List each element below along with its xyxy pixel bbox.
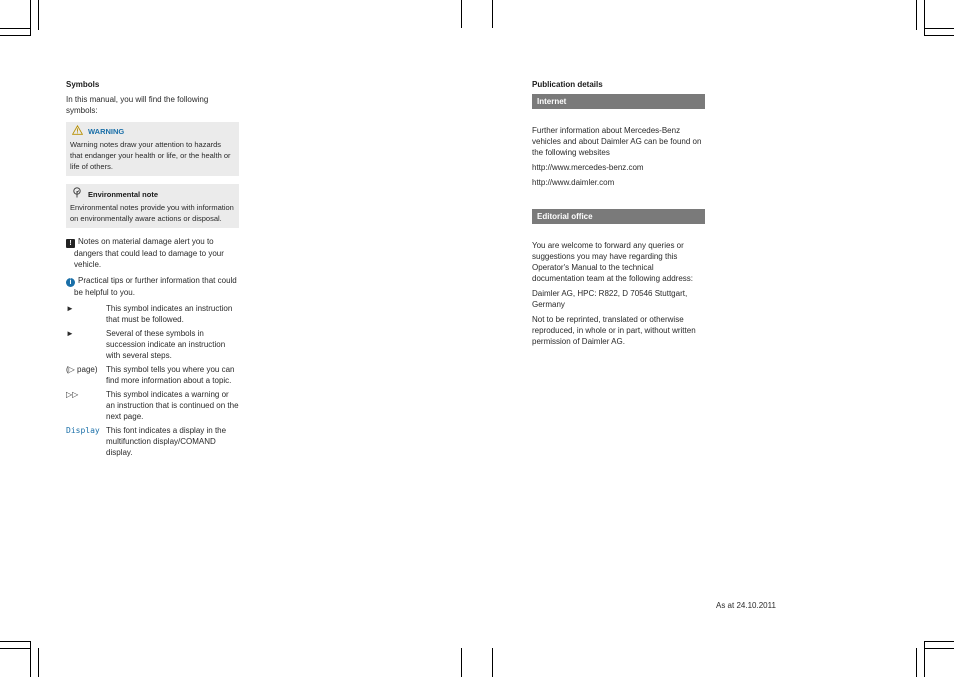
publication-details-section bbox=[532, 80, 705, 351]
symbol-row: (▷ page) This symbol tells you where you can find more information about a topic. bbox=[66, 365, 235, 385]
practical-tip-note: i Practical tips or further information that could be helpful to you. bbox=[66, 275, 239, 298]
internet-text: Further information about Mercedes-Benz vehicles and about Daimler AG can be found on the following websites bbox=[532, 126, 702, 157]
warning-box bbox=[66, 122, 239, 176]
editorial-text: You are welcome to forward any queries or suggestions you may have regarding this Operator's Manual to the technical documentation team at the following address: bbox=[532, 241, 693, 283]
symbols-intro: In this manual, you will find the following symbols: bbox=[66, 95, 209, 115]
continued-icon: ▷▷ bbox=[66, 390, 79, 399]
material-damage-note: ! Notes on material damage alert you to dangers that could lead to damage to your vehicle. bbox=[66, 236, 239, 270]
symbol-row: ▷▷ This symbol indicates a warning or an instruction that is continued on the next page. bbox=[66, 390, 239, 421]
editorial-address: Daimler AG, HPC: R822, D 70546 Stuttgart, Germany bbox=[532, 289, 688, 309]
arrow-icon: ► bbox=[66, 304, 74, 313]
environment-leaf-icon bbox=[70, 187, 84, 202]
exclamation-icon: ! bbox=[66, 239, 75, 248]
symbol-row: ► Several of these symbols in succession indicate an instruction with several steps. bbox=[66, 329, 226, 360]
as-at-date: As at 24.10.2011 bbox=[716, 601, 776, 610]
internet-bar: Internet bbox=[532, 94, 705, 109]
arrow-icon: ► bbox=[66, 329, 74, 338]
editorial-office-bar: Editorial office bbox=[532, 209, 705, 224]
reprint-notice: Not to be reprinted, translated or otherwise reproduced, in whole or in part, without written permission of Daimler AG. bbox=[532, 315, 696, 346]
warning-triangle-icon bbox=[70, 125, 84, 139]
warning-title: WARNING bbox=[88, 127, 125, 136]
environmental-note-text: Environmental notes provide you with information on environmentally aware actions or disposal. bbox=[70, 203, 234, 223]
warning-text: Warning notes draw your attention to hazards that endanger your health or life, or the health or life of others. bbox=[70, 140, 231, 171]
publication-details-heading: Publication details bbox=[532, 80, 603, 89]
daimler-link: http://www.daimler.com bbox=[532, 178, 615, 187]
environmental-note-box bbox=[66, 184, 239, 228]
environmental-note-title: Environmental note bbox=[88, 189, 159, 199]
symbol-row: ► This symbol indicates an instruction that must be followed. bbox=[66, 304, 233, 324]
display-font-sample: Display bbox=[66, 426, 100, 435]
page-reference-icon: (▷ page) bbox=[66, 365, 98, 374]
mercedes-link: http://www.mercedes-benz.com bbox=[532, 163, 644, 172]
info-icon: i bbox=[66, 278, 75, 287]
symbols-section bbox=[66, 80, 239, 461]
symbol-row: Display This font indicates a display in the multifunction display/COMAND display. bbox=[66, 426, 227, 457]
symbols-heading: Symbols bbox=[66, 80, 100, 89]
